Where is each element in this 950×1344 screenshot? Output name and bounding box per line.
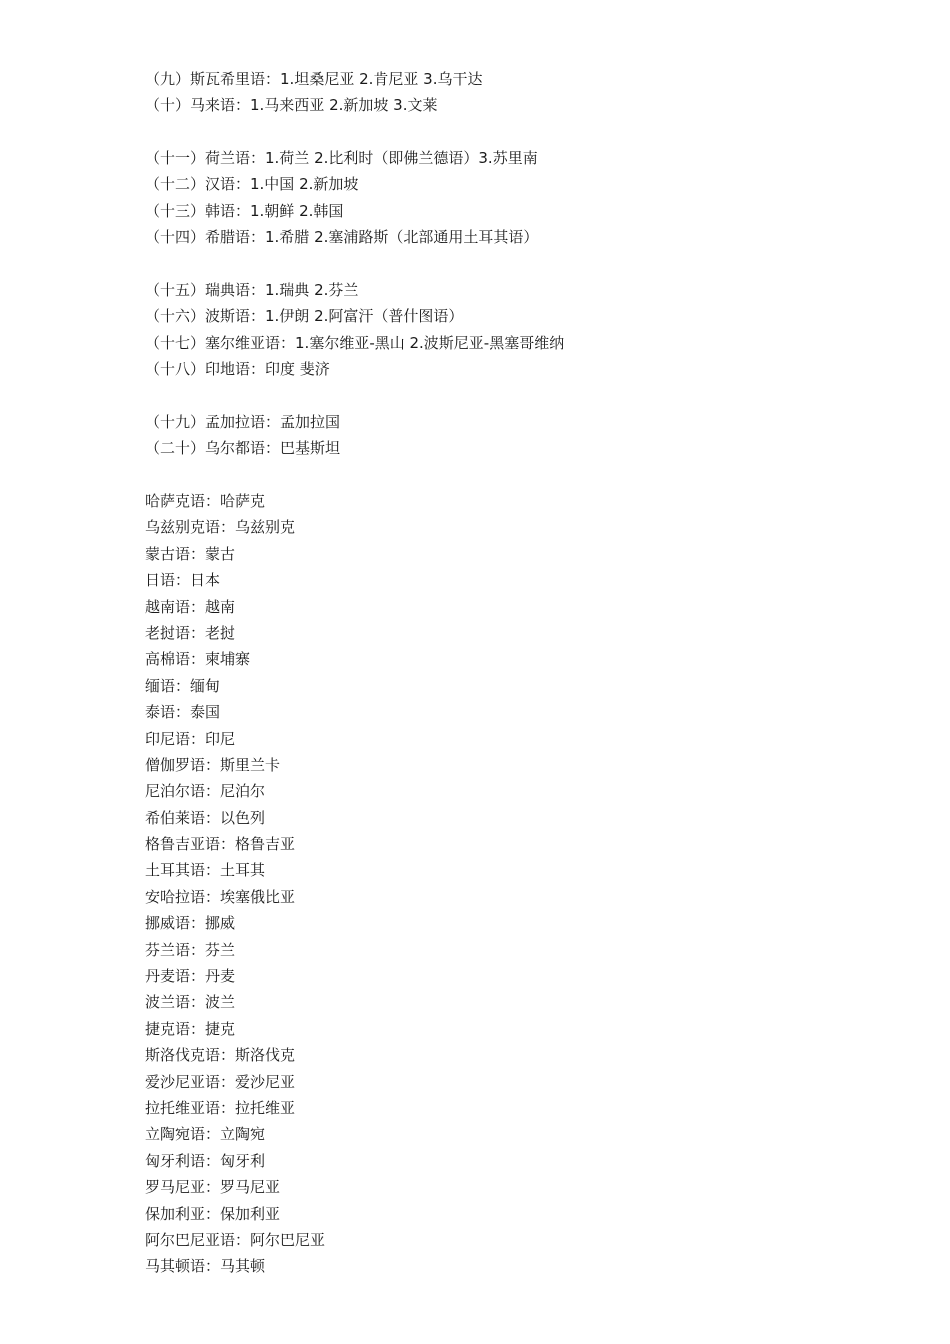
text-line: （十一）荷兰语：1.荷兰 2.比利时（即佛兰德语）3.苏里南 [145, 149, 538, 167]
text-line: 哈萨克语：哈萨克 [145, 492, 266, 510]
language-list-block-5 [145, 488, 325, 1280]
text-line: 越南语：越南 [145, 597, 236, 616]
text-line: 尼泊尔语：尼泊尔 [145, 782, 266, 801]
text-line: （十五）瑞典语：1.瑞典 2.芬兰 [145, 281, 359, 299]
text-line: （十九）孟加拉语：孟加拉国 [145, 413, 341, 431]
language-list-block-4 [145, 409, 340, 462]
text-line: 泰语：泰国 [145, 703, 221, 722]
text-line: 波兰语：波兰 [145, 993, 236, 1012]
text-line: （十）马来语：1.马来西亚 2.新加坡 3.文莱 [145, 96, 438, 115]
text-line: （十二）汉语：1.中国 2.新加坡 [145, 175, 359, 194]
text-line: （十八）印地语：印度 斐济 [145, 360, 330, 379]
text-line: 高棉语：柬埔寨 [145, 650, 251, 669]
text-line: 老挝语：老挝 [145, 623, 236, 642]
text-line: 马其顿语：马其顿 [145, 1257, 266, 1276]
language-list-block-2 [145, 145, 538, 251]
text-line: 丹麦语：丹麦 [145, 967, 236, 986]
text-line: 安哈拉语：埃塞俄比亚 [145, 887, 296, 906]
text-line: 保加利亚：保加利亚 [145, 1204, 281, 1223]
text-line: 土耳其语：土耳其 [145, 861, 266, 880]
language-list-block-1 [145, 66, 482, 119]
text-line: 匈牙利语：匈牙利 [145, 1151, 266, 1170]
text-line: 希伯莱语：以色列 [145, 808, 266, 827]
text-line: 挪威语：挪威 [145, 914, 236, 933]
text-line: 拉托维亚语：拉托维亚 [145, 1098, 296, 1117]
language-list-block-3 [145, 277, 564, 383]
text-line: 斯洛伐克语：斯洛伐克 [145, 1046, 296, 1065]
text-line: 爱沙尼亚语：爱沙尼亚 [145, 1072, 296, 1091]
text-line: 日语：日本 [145, 571, 221, 590]
text-line: 僧伽罗语：斯里兰卡 [145, 755, 281, 774]
text-line: 捷克语：捷克 [145, 1019, 236, 1038]
text-line: 格鲁吉亚语：格鲁吉亚 [145, 835, 296, 854]
text-line: 芬兰语：芬兰 [145, 940, 236, 959]
text-line: （九）斯瓦希里语：1.坦桑尼亚 2.肯尼亚 3.乌干达 [145, 70, 483, 88]
text-line: 缅语：缅甸 [145, 676, 221, 695]
text-line: 乌兹别克语：乌兹别克 [145, 518, 296, 537]
text-line: （十七）塞尔维亚语：1.塞尔维亚-黑山 2.波斯尼亚-黑塞哥维纳 [145, 333, 565, 352]
text-line: （十六）波斯语：1.伊朗 2.阿富汗（普什图语） [145, 307, 464, 326]
text-line: 立陶宛语：立陶宛 [145, 1125, 266, 1144]
text-line: （十三）韩语：1.朝鲜 2.韩国 [145, 201, 344, 220]
text-line: 阿尔巴尼亚语：阿尔巴尼亚 [145, 1230, 326, 1249]
text-line: （二十）乌尔都语：巴基斯坦 [145, 439, 341, 458]
text-line: 蒙古语：蒙古 [145, 544, 236, 563]
text-line: （十四）希腊语：1.希腊 2.塞浦路斯（北部通用土耳其语） [145, 228, 539, 247]
text-line: 印尼语：印尼 [145, 729, 236, 748]
text-line: 罗马尼亚：罗马尼亚 [145, 1178, 281, 1197]
